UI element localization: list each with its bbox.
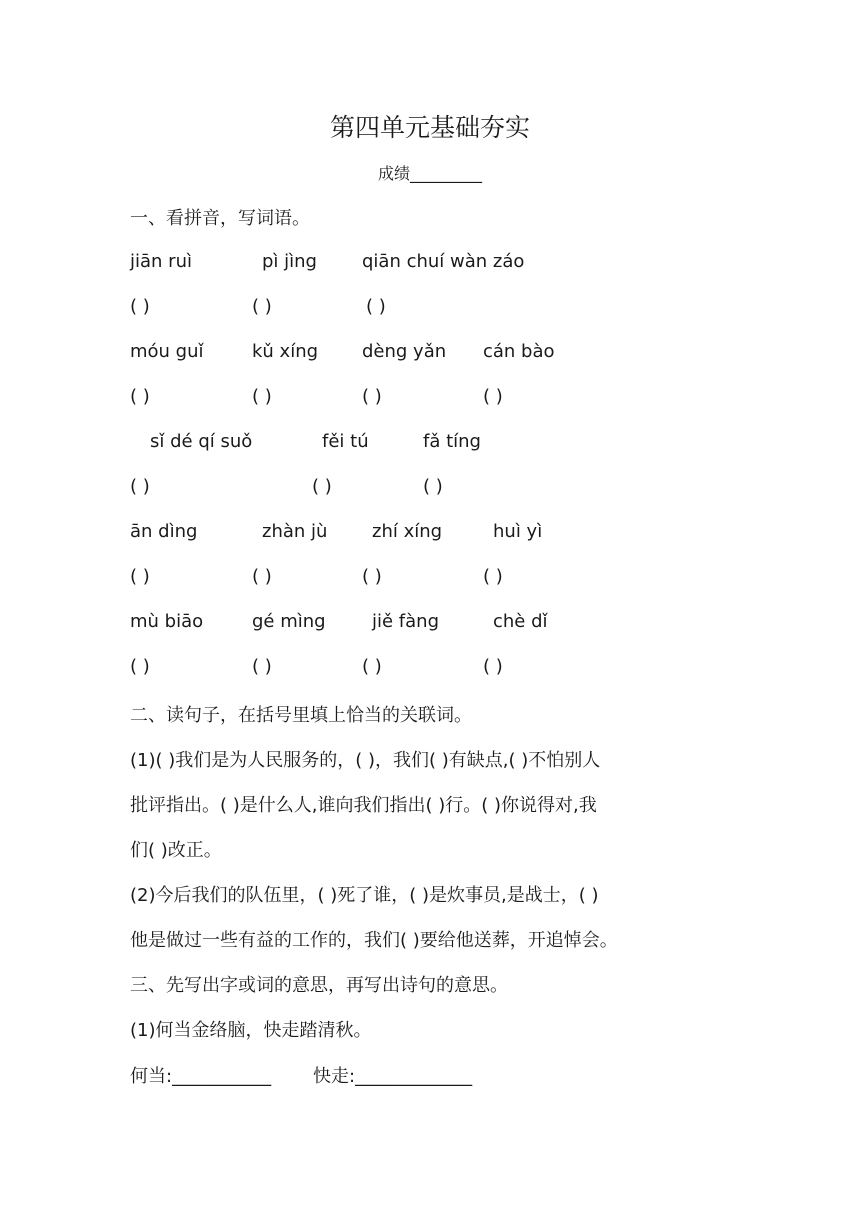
answer-bracket: ( ) bbox=[130, 566, 150, 587]
answer-bracket: ( ) bbox=[130, 476, 150, 497]
answer-bracket: ( ) bbox=[312, 476, 332, 497]
pinyin-item: fǎ tíng bbox=[423, 431, 481, 452]
pinyin-item: fěi tú bbox=[322, 431, 369, 452]
section2-heading: 二、读句子，在括号里填上恰当的关联词。 bbox=[130, 705, 472, 726]
score-field: 成绩_________ bbox=[377, 164, 482, 183]
pinyin-item: sǐ dé qí suǒ bbox=[150, 431, 253, 452]
page-title: 第四单元基础夯实 bbox=[329, 113, 530, 142]
answer-bracket: ( ) bbox=[252, 296, 272, 317]
sentence-line: (2)今后我们的队伍里，( )死了谁，( )是炊事员,是战士，( ) bbox=[130, 885, 599, 906]
pinyin-item: qiān chuí wàn záo bbox=[362, 251, 525, 272]
answer-bracket: ( ) bbox=[130, 296, 150, 317]
answer-bracket: ( ) bbox=[423, 476, 443, 497]
answer-bracket: ( ) bbox=[483, 656, 503, 677]
answer-blank[interactable]: 何当:___________ bbox=[130, 1066, 272, 1087]
answer-bracket: ( ) bbox=[362, 566, 382, 587]
pinyin-item: pì jìng bbox=[262, 251, 317, 272]
pinyin-item: mù biāo bbox=[130, 611, 204, 632]
section3-heading: 三、先写出字或词的意思，再写出诗句的意思。 bbox=[130, 975, 508, 996]
pinyin-item: jiě fàng bbox=[372, 611, 439, 632]
answer-blank[interactable]: 快走:_____________ bbox=[313, 1066, 473, 1087]
poem-line: (1)何当金络脑，快走踏清秋。 bbox=[130, 1020, 372, 1041]
answer-bracket: ( ) bbox=[362, 656, 382, 677]
answer-bracket: ( ) bbox=[252, 566, 272, 587]
pinyin-item: gé mìng bbox=[252, 611, 326, 632]
answer-bracket: ( ) bbox=[483, 386, 503, 407]
pinyin-item: chè dǐ bbox=[493, 611, 548, 632]
answer-bracket: ( ) bbox=[252, 656, 272, 677]
pinyin-item: dèng yǎn bbox=[362, 341, 447, 362]
pinyin-item: zhàn jù bbox=[262, 521, 328, 542]
pinyin-item: móu guǐ bbox=[130, 341, 204, 362]
sentence-line: 们( )改正。 bbox=[130, 840, 222, 861]
pinyin-item: ān dìng bbox=[130, 521, 198, 542]
answer-bracket: ( ) bbox=[366, 296, 386, 317]
pinyin-item: huì yì bbox=[493, 521, 543, 542]
sentence-line: 他是做过一些有益的工作的，我们( )要给他送葬，开追悼会。 bbox=[130, 930, 618, 951]
pinyin-item: zhí xíng bbox=[372, 521, 443, 542]
answer-bracket: ( ) bbox=[252, 386, 272, 407]
answer-bracket: ( ) bbox=[483, 566, 503, 587]
pinyin-item: cán bào bbox=[483, 341, 555, 362]
answer-bracket: ( ) bbox=[130, 386, 150, 407]
pinyin-item: kǔ xíng bbox=[252, 341, 319, 362]
answer-bracket: ( ) bbox=[362, 386, 382, 407]
answer-bracket: ( ) bbox=[130, 656, 150, 677]
pinyin-item: jiān ruì bbox=[130, 251, 192, 272]
sentence-line: (1)( )我们是为人民服务的，( )，我们( )有缺点,( )不怕别人 bbox=[130, 750, 601, 771]
sentence-line: 批评指出。( )是什么人,谁向我们指出( )行。( )你说得对,我 bbox=[130, 795, 597, 816]
section1-heading: 一、看拼音，写词语。 bbox=[130, 208, 310, 229]
